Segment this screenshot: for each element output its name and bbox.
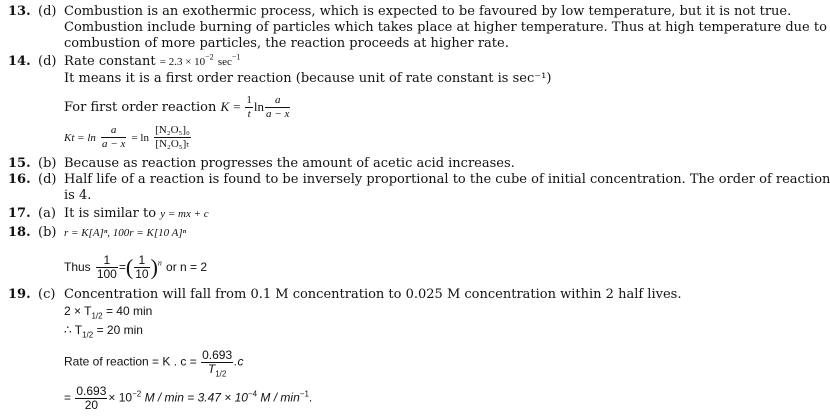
answer-option: (c) [38,287,56,302]
answer-text: It is similar to [64,206,157,221]
first-order-line: For first order reaction K = $\frac{1}{t}$ ln $\frac{a}{a - x}$ [64,94,290,120]
answer-number: 18. [8,225,31,240]
answer-text: combustion of more particles, the reaction proceeds at higher rate. [64,36,509,51]
exponent-n: n [157,258,162,268]
answer-number: 17. [8,206,31,221]
rate-unit: sec [217,56,232,68]
rate-exp: −2 [205,52,214,62]
answer-option: (b) [38,156,57,171]
final-fraction: $\frac{0.693}{20}$ [76,384,107,412]
answer-option: (b) [38,225,57,240]
answer-number: 15. [8,156,31,171]
answer-number: 19. [8,287,31,302]
rate-label: Rate constant [64,54,156,69]
initial-concentration: [N₂O₅]₀ [155,124,190,136]
answer-option: (d) [38,4,57,19]
rate-value: = 2.3 × 10 [159,56,206,68]
answer-text: Combustion include burning of particles which takes place at higher temperature. Thus at high temperature due to [64,20,827,35]
answer-text: Because as reaction progresses the amount of acetic acid increases. [64,156,515,171]
answer-text: It means it is a first order reaction (because unit of rate constant is sec⁻¹) [64,71,552,86]
kt-equation-line: Kt = ln $\frac{a}{a - x}$ = ln $\frac{\text{[N₂O₅]₀}}{\text{[N₂O₅]ₜ}}$ [64,124,190,150]
answer-text: Concentration will fall from 0.1 M concentration to 0.025 M concentration within 2 half lives. [64,287,682,302]
order-result: or n = 2 [166,260,208,274]
half-life-line-1: $2 \times T_{1/2} = 40$ min [64,304,153,321]
time-concentration: [N₂O₅]ₜ [155,138,190,150]
k-fraction: $\frac{0.693}{T_{1/2}}$ [202,348,233,379]
k-equation: K = [220,99,245,114]
a-over-a-minus-x: $\frac{a}{a - x}$ [266,94,290,120]
half-life-line-2: ∴ $T_{1/2} = 20$ min [64,323,143,340]
one-over-t: $\frac{1}{t}$ [246,94,252,120]
one-over-10: $\frac{1}{10}$ [135,253,149,281]
rate-of-reaction-label: Rate of reaction = K . c = [64,354,197,369]
rate-constant-line [64,54,240,70]
answer-text: is 4. [64,188,92,203]
answer-option: (d) [38,54,57,69]
thus-label: Thus [64,260,91,274]
rate-law-equation: r = K[A]ⁿ, 100r = K[10 A]ⁿ [64,227,187,239]
answer-number: 13. [8,4,31,19]
rate-of-reaction-line: Rate of reaction = K . c = $\frac{0.693}{T_{1/2}}$ .c [64,348,244,379]
kt-equation: Kt = ln [64,132,96,144]
answer-number: 16. [8,172,31,187]
answer-text: Half life of a reaction is found to be inversely proportional to the cube of initial concentration. The order of reaction [64,172,830,187]
similar-line [64,206,209,222]
linear-equation: y = mx + c [160,208,209,220]
answer-option: (d) [38,172,57,187]
first-order-label: For first order reaction [64,100,217,115]
answer-text: Combustion is an exothermic process, which is expected to be favoured by low temperature, but it is not true. [64,4,792,19]
one-over-100: $\frac{1}{100}$ [96,253,117,281]
thus-line: Thus $\frac{1}{100}$ =( $\frac{1}{10}$ )$^n$ or n = 2 [64,253,208,281]
answer-option: (a) [38,206,56,221]
answer-number: 14. [8,54,31,69]
concentration-ratio [154,124,191,151]
a-over-a-minus-x: $\frac{a}{a - x}$ [102,124,126,150]
final-result-line: = $\frac{0.693}{20}$ × $10^{-2}$ $M / \min = 3.47 \times 10^{-4}$ M / $\min^{-1}$. [64,384,313,412]
rate-unit-exp: −1 [231,52,241,62]
